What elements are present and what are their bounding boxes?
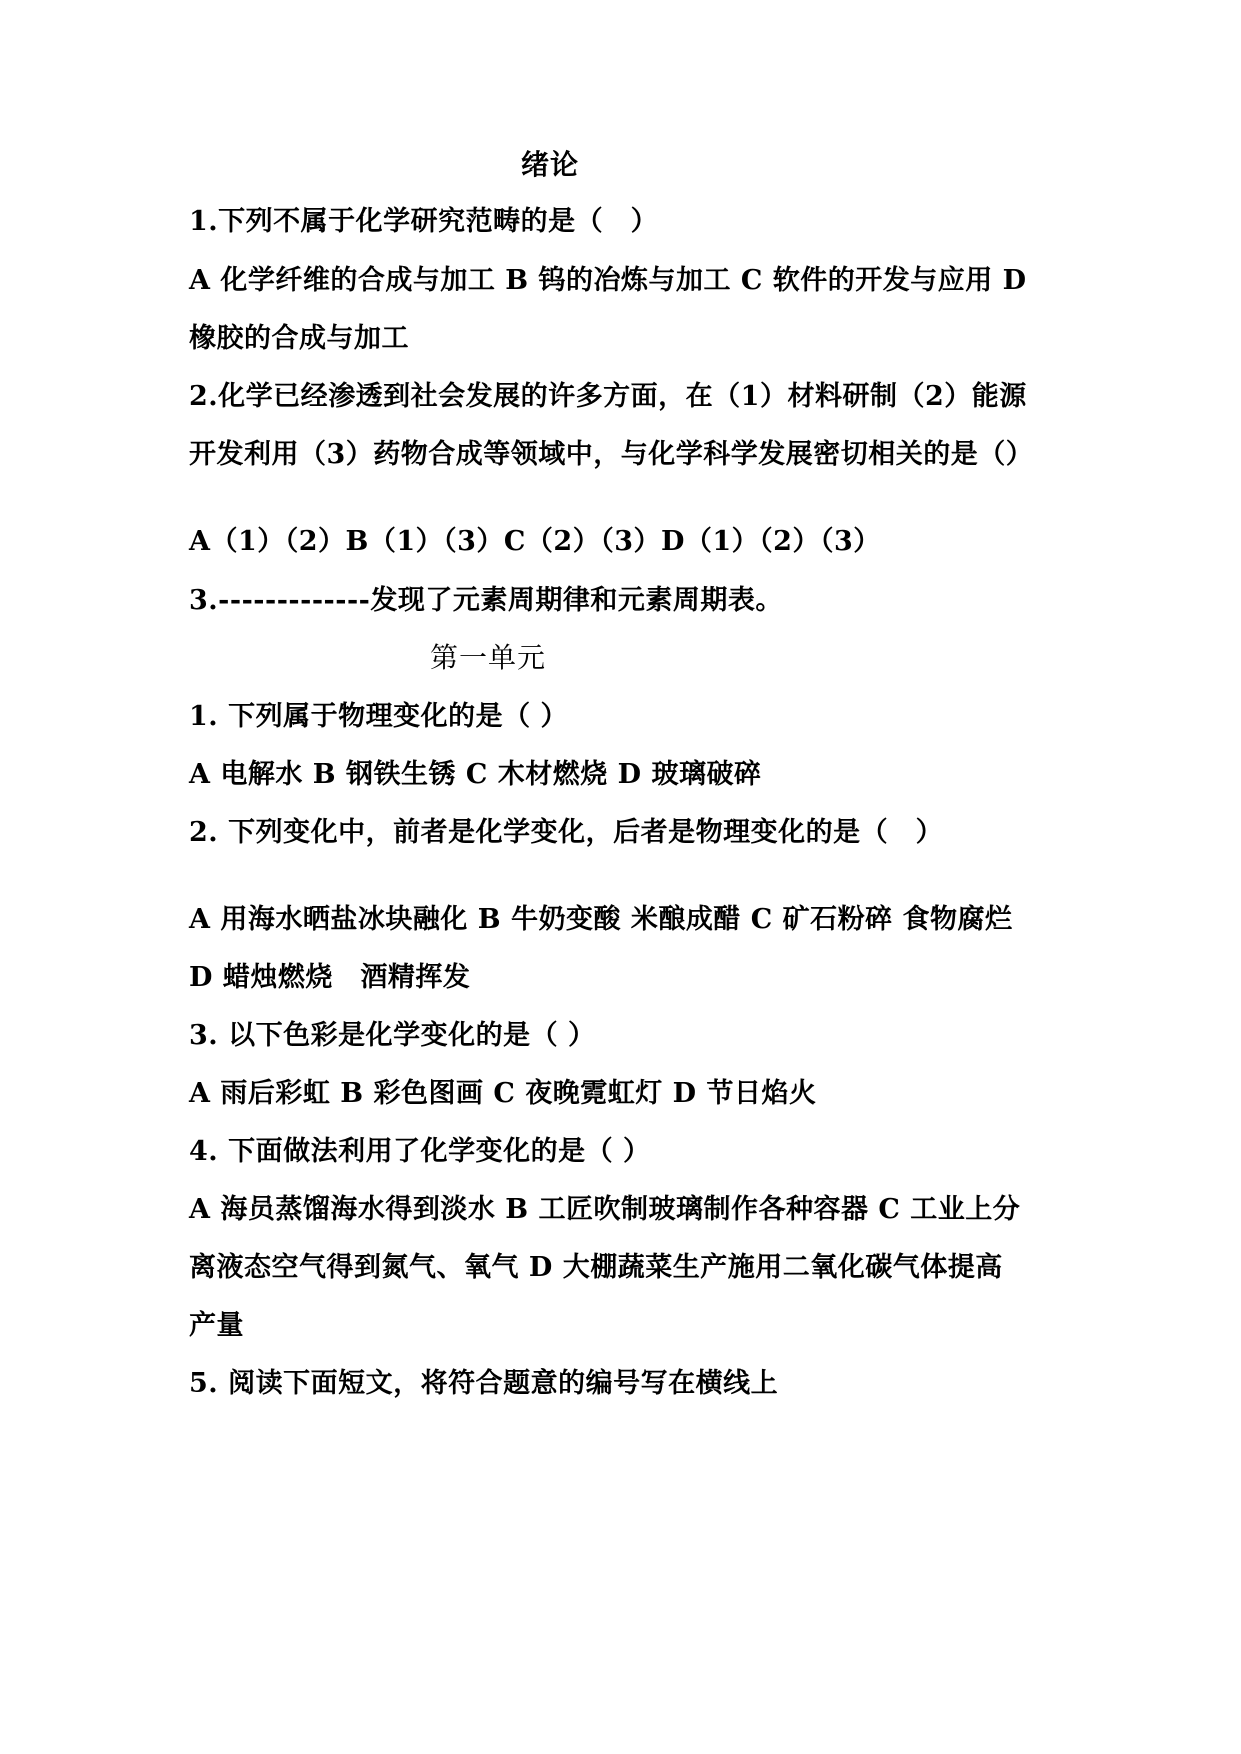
question-line: 离液态空气得到氮气、氧气 D 大棚蔬菜生产施用二氧化碳气体提高 [189,1252,1003,1283]
question-line: 4. 下面做法利用了化学变化的是（ ） [189,1136,651,1167]
question-line: A 海员蒸馏海水得到淡水 B 工匠吹制玻璃制作各种容器 C 工业上分 [189,1194,1021,1225]
question-line: 开发利用（3）药物合成等领域中，与化学科学发展密切相关的是（） [189,439,1034,470]
question-line: 5. 阅读下面短文，将符合题意的编号写在横线上 [189,1368,779,1399]
question-line: 3.-------------发现了元素周期律和元素周期表。 [189,585,783,616]
question-line: 2. 下列变化中，前者是化学变化，后者是物理变化的是（ ） [189,817,944,848]
question-line: 3. 以下色彩是化学变化的是（ ） [189,1020,596,1051]
section-title-intro: 绪论 [521,148,580,181]
question-line: A 雨后彩虹 B 彩色图画 C 夜晚霓虹灯 D 节日焰火 [189,1078,817,1109]
question-line: 橡胶的合成与加工 [189,323,409,354]
question-line: A 电解水 B 钢铁生锈 C 木材燃烧 D 玻璃破碎 [189,759,762,790]
question-line: D 蜡烛燃烧 酒精挥发 [189,962,471,993]
question-line: A 用海水晒盐冰块融化 B 牛奶变酸 米酿成醋 C 矿石粉碎 食物腐烂 [189,904,1013,935]
section-title-unit-one: 第一单元 [430,641,547,674]
question-line: A（1）（2）B（1）（3）C（2）（3）D（1）（2）（3） [189,526,881,557]
question-line: 2.化学已经渗透到社会发展的许多方面，在（1）材料研制（2）能源 [189,381,1027,412]
question-line: 1. 下列属于物理变化的是（ ） [189,701,568,732]
question-line: 1.下列不属于化学研究范畴的是（ ） [189,206,659,237]
question-line: 产量 [189,1310,244,1341]
question-line: A 化学纤维的合成与加工 B 钨的冶炼与加工 C 软件的开发与应用 D [189,265,1027,296]
